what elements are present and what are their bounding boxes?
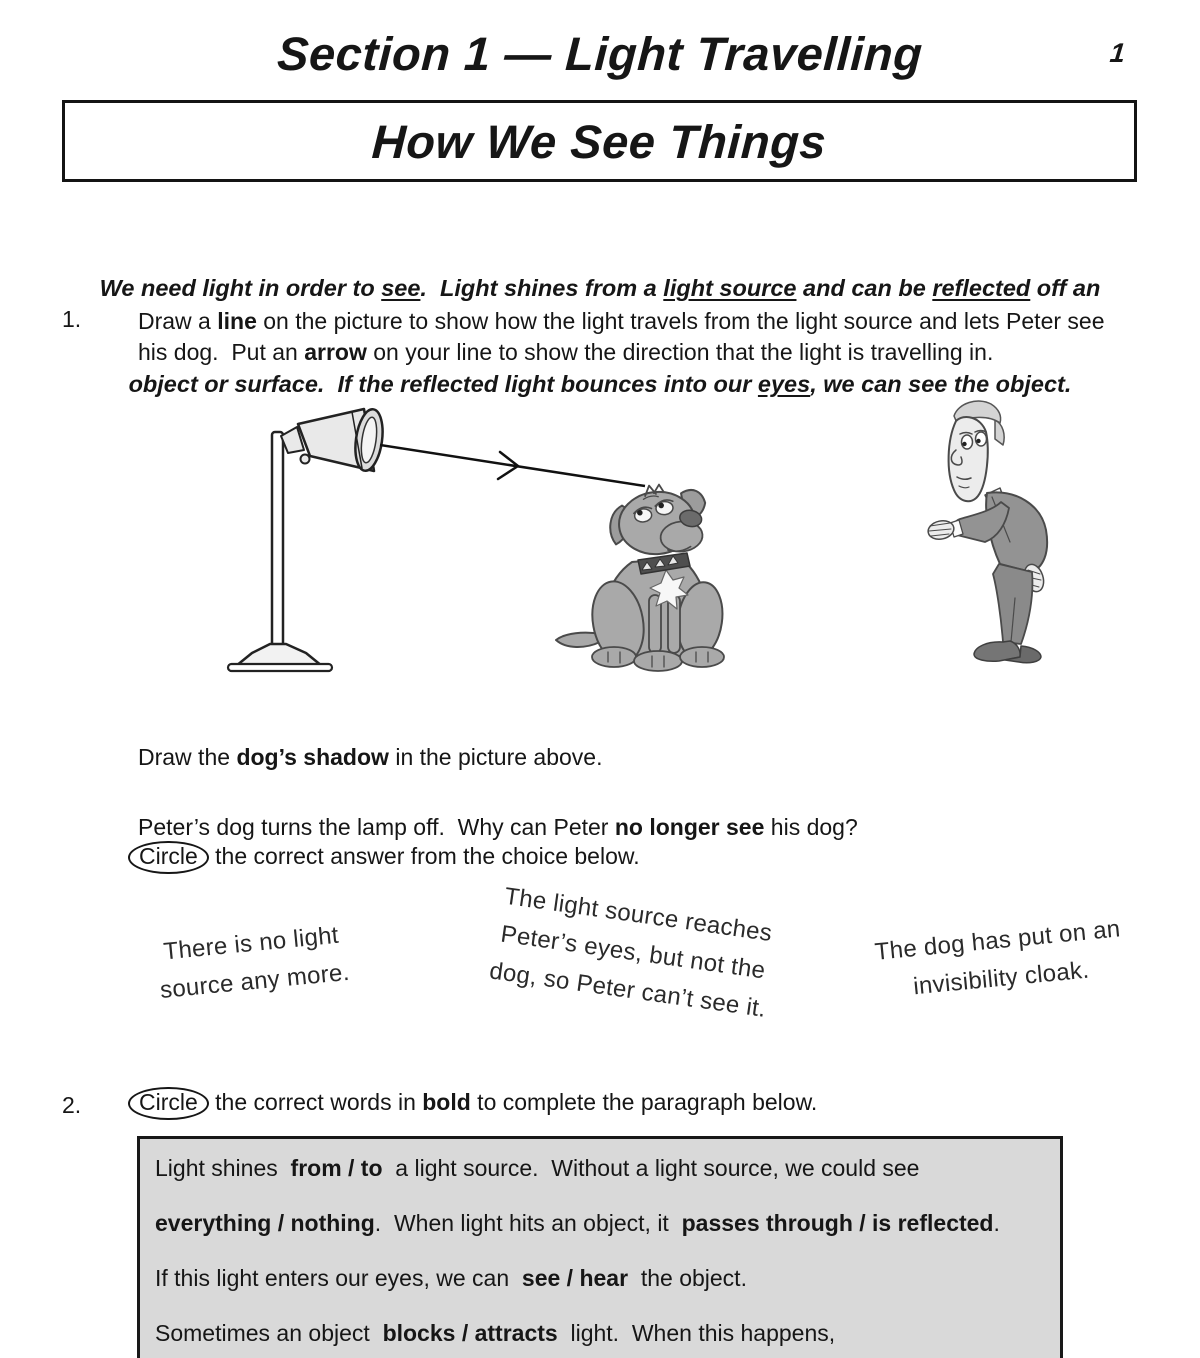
text-segment: everything / nothing [155, 1210, 375, 1236]
shadow-task-text [138, 744, 602, 771]
text-segment: passes through / is reflected [681, 1210, 994, 1236]
text-segment: from / to [290, 1155, 383, 1181]
text-segment: off an [1030, 275, 1101, 301]
dog-illustration [556, 480, 727, 671]
text-segment: a light source. Without a light source, we could see [382, 1155, 920, 1181]
text-segment: object or surface. If the reflected light bounces into our [128, 371, 758, 397]
text-segment: . Light shines from a [420, 275, 664, 301]
text-segment: the correct answer from the choice below. [208, 843, 640, 869]
text-segment: light. When this happens, [557, 1320, 836, 1346]
paragraph-box [137, 1136, 1063, 1358]
text-segment: blocks / attracts [382, 1320, 558, 1346]
worksheet-title: How We See Things [371, 114, 828, 168]
text-segment: no longer see [614, 814, 765, 840]
paragraph-line [155, 1265, 1052, 1292]
followup-question-text [138, 814, 858, 841]
followup-instruction [128, 841, 640, 874]
text-segment: on the picture to show how the light travels from the light source and lets Peter see his dog. Put an [138, 308, 1111, 365]
text-segment: Light shines [155, 1155, 291, 1181]
paragraph-line [155, 1320, 1052, 1347]
section-title: Section 1 — Light Travelling [276, 27, 924, 80]
question-2-number: 2. [62, 1092, 82, 1118]
question-1-text [138, 306, 1128, 368]
paragraph-line [155, 1155, 1052, 1182]
text-segment: . When light hits an object, it [374, 1210, 682, 1236]
text-segment: We need light in order to [99, 275, 382, 301]
intro-line-1 [0, 272, 1200, 304]
text-segment: dog’s shadow [236, 744, 389, 770]
text-segment: . [993, 1210, 1000, 1236]
text-segment: line [217, 308, 257, 334]
circle-annotation: Circle [128, 841, 209, 874]
text-segment: the correct words in [208, 1089, 423, 1115]
light-ray-arrow [380, 445, 645, 486]
text-segment: Sometimes an object [155, 1320, 383, 1346]
text-segment: see [381, 275, 421, 301]
text-segment: , we can see the object. [810, 371, 1072, 397]
desk-lamp-illustration [228, 407, 386, 671]
question-1-number: 1. [62, 306, 82, 332]
text-segment: Draw a [138, 308, 218, 334]
text-segment: and can be [796, 275, 933, 301]
answer-option-2: The light source reaches Peter’s eyes, but not the dog, so Peter can’t see it. [487, 882, 774, 1023]
text-segment: on your line to show the direction that the light is travelling in. [366, 339, 994, 365]
text-segment: see / hear [521, 1265, 629, 1291]
text-segment: to complete the paragraph below. [470, 1089, 818, 1115]
text-segment: Draw the [138, 744, 237, 770]
answer-option-1: There is no light source any more. [158, 921, 351, 1004]
text-segment: reflected [932, 275, 1031, 301]
paragraph-line [155, 1210, 1052, 1237]
question-2-prompt [128, 1087, 1128, 1120]
text-segment: the object. [628, 1265, 747, 1291]
text-segment: eyes [757, 371, 811, 397]
text-segment: light source [663, 275, 797, 301]
page-number: 1 [1108, 38, 1127, 68]
illustration-canvas [0, 390, 1200, 690]
worksheet-title-box [62, 100, 1137, 182]
answer-option-3: The dog has put on an invisibility cloak. [873, 915, 1122, 1001]
text-segment: arrow [304, 339, 367, 365]
peter-illustration [926, 401, 1047, 663]
text-segment: his dog? [764, 814, 858, 840]
text-segment: in the picture above. [388, 744, 603, 770]
text-segment: bold [422, 1089, 471, 1115]
text-segment: If this light enters our eyes, we can [155, 1265, 522, 1291]
text-segment: Peter’s dog turns the lamp off. Why can Peter [138, 814, 615, 840]
circle-annotation: Circle [128, 1087, 209, 1120]
